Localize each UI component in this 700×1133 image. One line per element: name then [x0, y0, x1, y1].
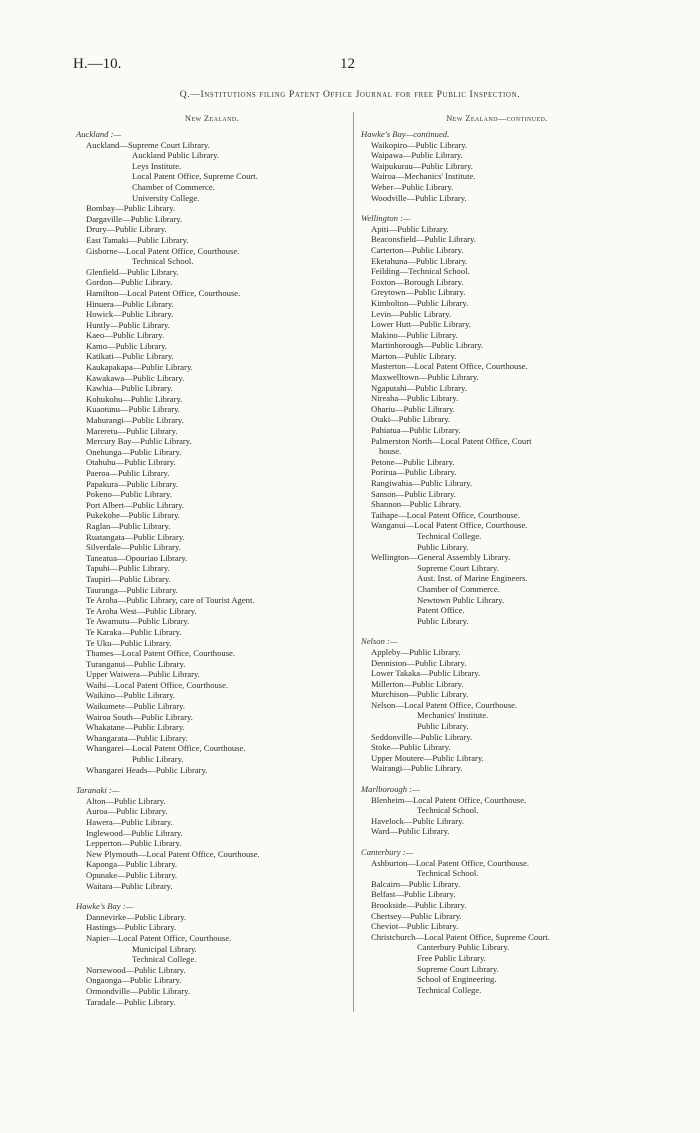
institution-entry: Greytown—Public Library.	[371, 287, 466, 298]
institution-entry: Te Karaka—Public Library.	[86, 626, 182, 637]
institution-entry: Supreme Court Library.	[417, 562, 499, 573]
institution-entry: Otahuhu—Public Library.	[86, 457, 176, 468]
institution-entry: Kaeo—Public Library.	[86, 330, 165, 341]
region-heading: Marlborough :—	[361, 784, 420, 795]
institution-entry: Dargaville—Public Library.	[86, 213, 183, 224]
institution-entry: Technical College.	[417, 984, 482, 995]
institution-entry: Free Public Library.	[417, 952, 486, 963]
institution-entry: Newtown Public Library.	[417, 594, 505, 605]
region-section	[361, 847, 633, 995]
left-column-sections	[76, 129, 348, 1007]
institution-entry: Hawera—Public Library.	[86, 817, 173, 827]
institution-entry: Nireaha—Public Library.	[371, 393, 459, 404]
institution-entry: Pahiatua—Public Library.	[371, 425, 461, 436]
institution-entry: Wairoa—Mechanics' Institute.	[371, 171, 476, 182]
institution-entry: Ongaonga—Public Library.	[86, 975, 182, 986]
region-heading: Wellington :—	[361, 213, 411, 224]
institution-entry: Technical College.	[132, 954, 197, 965]
institution-entry: Wairoa South—Public Library.	[86, 711, 193, 722]
institution-entry: Kaukapakapa—Public Library.	[86, 362, 193, 373]
institution-entry: Inglewood—Public Library.	[86, 827, 183, 838]
region-section	[361, 784, 633, 837]
region-section	[361, 129, 633, 203]
institution-entry: Pokeno—Public Library.	[86, 489, 172, 500]
institution-entry: Howick—Public Library.	[86, 309, 174, 320]
institution-entry: Katikati—Public Library.	[86, 351, 174, 362]
institution-entry: Lepperton—Public Library.	[86, 838, 182, 849]
institution-entry: Gisborne—Local Patent Office, Courthouse.	[86, 245, 240, 256]
institution-entry: Brookside—Public Library.	[371, 899, 467, 910]
institution-entry: Palmerston North—Local Patent Office, Court	[371, 435, 532, 446]
region-heading: Taranaki :—	[76, 785, 120, 796]
region-section	[76, 901, 348, 1007]
institution-entry: Supreme Court Library.	[417, 963, 499, 974]
right-column-heading: New Zealand—continued.	[446, 114, 548, 123]
institution-entry: Apiti—Public Library.	[371, 223, 449, 234]
institution-entry: Lower Takaka—Public Library.	[371, 668, 481, 679]
institution-entry: Mahurangi—Public Library.	[86, 415, 184, 426]
left-column-heading: New Zealand.	[184, 114, 240, 123]
institution-entry: Raglan—Public Library.	[86, 520, 171, 531]
institution-entry: Waipukurau—Public Library.	[371, 160, 473, 171]
institution-entry: Feilding—Technical School.	[371, 266, 470, 277]
left-column	[76, 112, 348, 1017]
institution-entry: Marton—Public Library.	[371, 350, 457, 361]
institution-entry: Kaponga—Public Library.	[86, 859, 178, 870]
institution-entry: Ashburton—Local Patent Office, Courthouse.	[371, 857, 530, 868]
institution-entry: Wairangi—Public Library.	[371, 763, 463, 774]
institution-entry: Turanganui—Public Library.	[86, 658, 186, 669]
right-column	[361, 112, 633, 1005]
institution-entry: Appleby—Public Library.	[371, 646, 461, 657]
institution-entry: Eketahuna—Public Library.	[371, 255, 468, 266]
region-heading: Canterbury :—	[361, 847, 414, 857]
institution-entry: Maxwelltown—Public Library.	[371, 372, 479, 383]
institution-entry: Rangiwahia—Public Library.	[371, 478, 473, 488]
institution-entry: Technical College.	[417, 530, 482, 541]
institution-entry: Patent Office.	[417, 605, 465, 616]
institution-entry: Paeroa—Public Library.	[86, 468, 170, 478]
institution-entry: School of Engineering.	[417, 974, 497, 985]
institution-entry: Nelson—Local Patent Office, Courthouse.	[371, 699, 518, 710]
institution-entry: Porirua—Public Library.	[371, 467, 457, 478]
institution-entry: Hinuera—Public Library.	[86, 298, 174, 309]
institution-entry: Upper Moutere—Public Library.	[371, 752, 484, 763]
institution-entry: Mechanics' Institute.	[417, 710, 489, 721]
institution-entry: Martinborough—Public Library.	[371, 340, 484, 351]
right-column-sections	[361, 129, 633, 995]
institution-entry: Kimbolton—Public Library.	[371, 297, 469, 308]
institution-entry: Lower Hutt—Public Library.	[371, 319, 471, 330]
region-heading: Hawke's Bay :—	[76, 901, 134, 912]
institution-entry: Foxton—Borough Library.	[371, 276, 464, 287]
institution-entry: Ngaputahi—Public Library.	[371, 382, 467, 393]
institution-entry: Technical School.	[417, 805, 479, 816]
document-reference: H.—10.	[73, 56, 122, 72]
institution-entry: Ward—Public Library.	[371, 826, 450, 837]
page-title: Q.—Institutions filing Patent Office Journal for free Public Inspection.	[179, 89, 521, 100]
institution-entry: Christchurch—Local Patent Office, Supreme Court.	[371, 931, 550, 942]
institution-entry: Technical School.	[417, 868, 479, 879]
institution-entry: Local Patent Office, Supreme Court.	[132, 171, 258, 182]
institution-entry: Seddonville—Public Library.	[371, 731, 473, 742]
institution-entry: Onehunga—Public Library.	[86, 446, 182, 457]
institution-entry: Chamber of Commerce.	[417, 583, 500, 594]
institution-entry: Waipawa—Public Library.	[371, 150, 463, 161]
institution-entry: Taihape—Local Patent Office, Courthouse.	[371, 509, 520, 520]
region-heading: Hawke's Bay—continued.	[361, 129, 450, 139]
institution-entry: Blenheim—Local Patent Office, Courthouse.	[371, 794, 527, 805]
institution-entry: Kuaotunu—Public Library.	[86, 404, 180, 415]
institution-entry: Beaconsfield—Public Library.	[371, 234, 476, 245]
region-section	[361, 213, 633, 626]
institution-entry: Public Library.	[417, 615, 469, 626]
institution-entry: Belfast—Public Library.	[371, 889, 456, 900]
institution-entry: East Tamaki—Public Library.	[86, 234, 189, 245]
institution-entry: Havelock—Public Library.	[371, 815, 464, 826]
institution-entry: Auckland—Supreme Court Library.	[86, 139, 210, 150]
institution-entry: Waikopiro—Public Library.	[371, 139, 468, 150]
institution-entry: New Plymouth—Local Patent Office, Courthouse.	[86, 848, 260, 859]
institution-entry: Petone—Public Library.	[371, 456, 455, 467]
institution-entry: Wanganui—Local Patent Office, Courthouse.	[371, 520, 528, 531]
institution-entry: Waihi—Local Patent Office, Courthouse.	[86, 679, 229, 690]
institution-entry: Huntly—Public Library.	[86, 319, 170, 330]
institution-entry: Taneatua—Opouriao Library.	[86, 552, 188, 563]
institution-entry: Aust. Inst. of Marine Engineers.	[417, 573, 528, 584]
region-section	[361, 636, 633, 774]
institution-entry: Whangarei Heads—Public Library.	[86, 764, 208, 775]
institution-entry: Sanson—Public Library.	[371, 488, 456, 499]
institution-entry: Alton—Public Library.	[86, 795, 166, 806]
institution-entry: Municipal Library.	[132, 943, 197, 954]
institution-entry: Dannevirke—Public Library.	[86, 911, 187, 922]
institution-entry: Denniston—Public Library.	[371, 657, 467, 668]
institution-entry: Woodville—Public Library.	[371, 192, 467, 203]
institution-entry: house.	[379, 446, 402, 457]
institution-entry: Canterbury Public Library.	[417, 942, 510, 953]
institution-entry: Port Albert—Public Library.	[86, 499, 185, 510]
institution-entry: Stoke—Public Library.	[371, 742, 451, 753]
institution-entry: Wellington—General Assembly Library.	[371, 552, 511, 563]
institution-entry: University College.	[132, 192, 200, 203]
institution-entry: Whangarata—Public Library.	[86, 732, 188, 743]
institution-entry: Masterton—Local Patent Office, Courthouse.	[371, 361, 528, 372]
institution-entry: Tauranga—Public Library.	[86, 584, 178, 595]
institution-entry: Silverdale—Public Library.	[86, 542, 181, 553]
institution-entry: Leys Institute.	[132, 160, 182, 171]
institution-entry: Whakatane—Public Library.	[86, 722, 185, 733]
institution-entry: Te Uku—Public Library.	[86, 637, 172, 648]
institution-entry: Auckland Public Library.	[132, 150, 220, 161]
institution-entry: Kawakawa—Public Library.	[86, 372, 185, 383]
institution-entry: Murchison—Public Library.	[371, 689, 469, 700]
institution-entry: Whangarei—Local Patent Office, Courthouse.	[86, 743, 246, 754]
column-divider	[353, 112, 354, 1012]
page-number: 12	[340, 56, 355, 72]
institution-entry: Te Aroha—Public Library, care of Tourist Agent.	[86, 595, 255, 606]
institution-entry: Drury—Public Library.	[86, 224, 167, 235]
institution-entry: Public Library.	[417, 721, 469, 732]
institution-entry: Millerton—Public Library.	[371, 678, 464, 689]
institution-entry: Te Aroha West—Public Library.	[86, 605, 197, 616]
institution-entry: Ohariu—Public Library.	[371, 403, 455, 414]
institution-entry: Tapuhi—Public Library.	[86, 563, 170, 574]
institution-entry: Napier—Local Patent Office, Courthouse.	[86, 932, 232, 943]
institution-entry: Hastings—Public Library.	[86, 922, 177, 933]
institution-entry: Carterton—Public Library.	[371, 244, 464, 255]
institution-entry: Chertsey—Public Library.	[371, 910, 462, 921]
institution-entry: Ruatangata—Public Library.	[86, 531, 185, 542]
institution-entry: Ormondville—Public Library.	[86, 985, 190, 996]
institution-entry: Cheviot—Public Library.	[371, 921, 459, 932]
institution-entry: Waitara—Public Library.	[86, 880, 173, 891]
institution-entry: Waikino—Public Library.	[86, 690, 175, 701]
institution-entry: Taradale—Public Library.	[86, 996, 176, 1007]
region-section	[76, 785, 348, 891]
institution-entry: Upper Waiwera—Public Library.	[86, 669, 200, 680]
institution-entry: Te Awamutu—Public Library.	[86, 616, 190, 627]
institution-entry: Kawhia—Public Library.	[86, 383, 173, 394]
institution-entry: Mercury Bay—Public Library.	[86, 436, 192, 447]
institution-entry: Otaki—Public Library.	[371, 414, 451, 425]
institution-entry: Balcairn—Public Library.	[371, 878, 461, 889]
institution-entry: Pukekohe—Public Library.	[86, 510, 180, 521]
institution-entry: Public Library.	[132, 754, 184, 765]
institution-entry: Kohukohu—Public Library.	[86, 393, 183, 404]
institution-entry: Mareretu—Public Library.	[86, 425, 178, 436]
institution-entry: Shannon—Public Library.	[371, 499, 462, 510]
institution-entry: Hamilton—Local Patent Office, Courthouse.	[86, 287, 241, 298]
institution-entry: Opunake—Public Library.	[86, 869, 178, 880]
institution-entry: Papakura—Public Library.	[86, 478, 179, 489]
institution-entry: Taupiri—Public Library.	[86, 573, 171, 584]
region-heading: Nelson :—	[361, 636, 398, 647]
region-heading: Auckland :—	[76, 129, 122, 139]
institution-entry: Chamber of Commerce.	[132, 181, 215, 192]
institution-entry: Kamo—Public Library.	[86, 340, 168, 351]
institution-entry: Levin—Public Library.	[371, 308, 452, 319]
institution-entry: Glenfield—Public Library.	[86, 266, 179, 277]
page-header	[73, 56, 633, 76]
institution-entry: Gordon—Public Library.	[86, 277, 173, 288]
institution-entry: Makino—Public Library.	[371, 329, 458, 340]
institution-entry: Technical School.	[132, 256, 194, 267]
institution-entry: Public Library.	[417, 541, 469, 552]
institution-entry: Norsewood—Public Library.	[86, 964, 186, 975]
region-section	[76, 129, 348, 775]
institution-entry: Auroa—Public Library.	[86, 806, 168, 817]
institution-entry: Waikumete—Public Library.	[86, 701, 185, 712]
institution-entry: Thames—Local Patent Office, Courthouse.	[86, 648, 235, 659]
institution-entry: Bombay—Public Library.	[86, 203, 176, 214]
institution-entry: Weber—Public Library.	[371, 181, 454, 192]
